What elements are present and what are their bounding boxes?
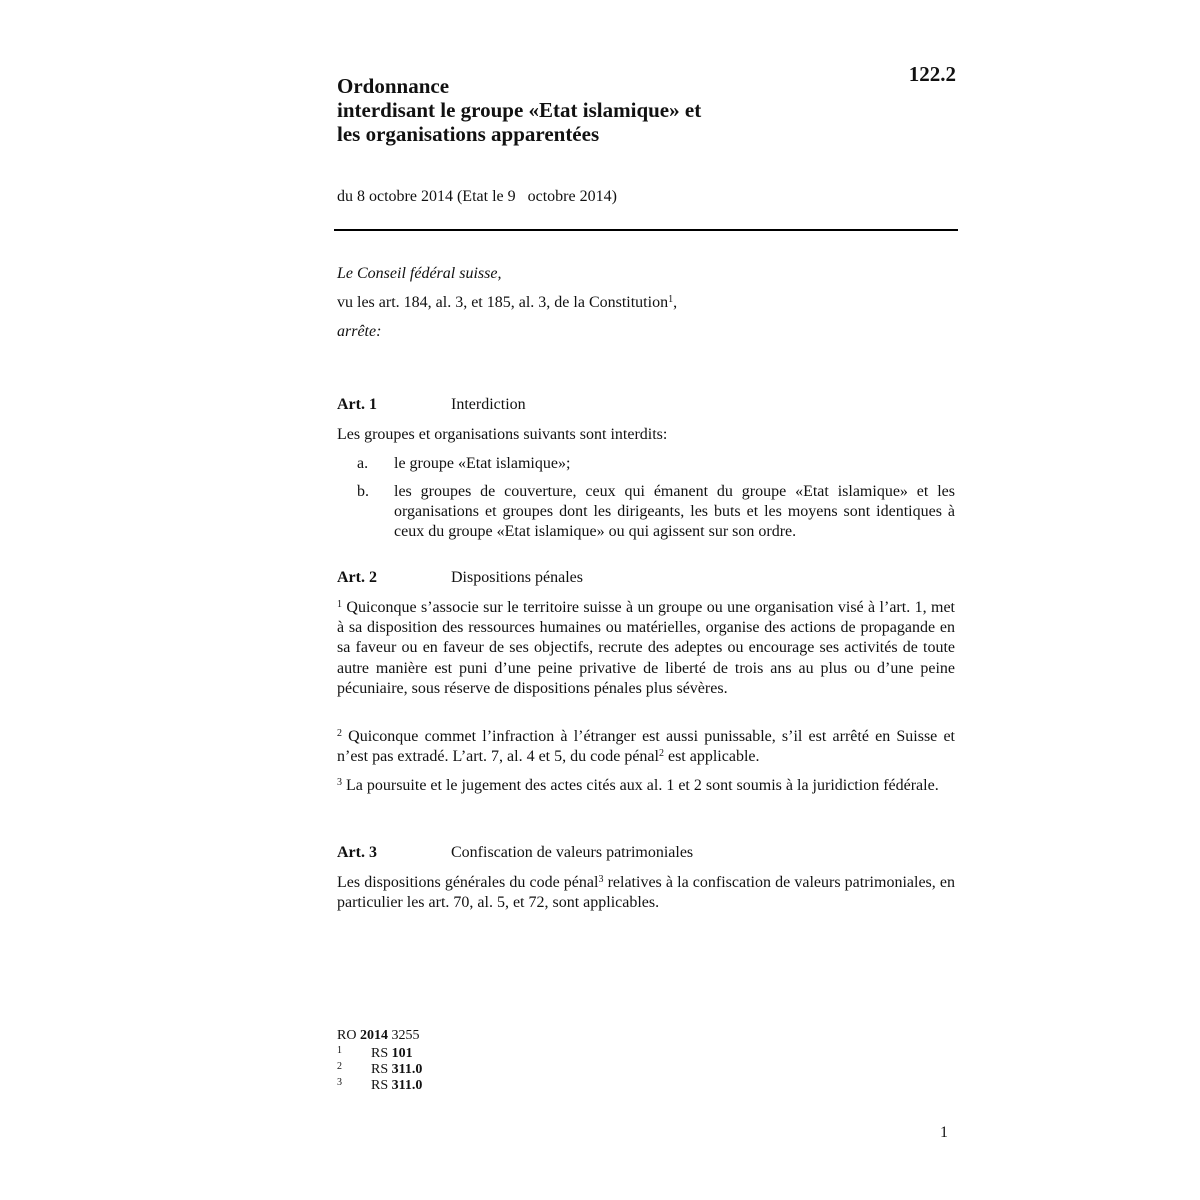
footnote-ref-link[interactable]: 101 <box>391 1046 413 1061</box>
article-2-paragraph-1 <box>337 598 955 699</box>
item-text: les groupes de couverture, ceux qui émanent du groupe «Etat islamique» et les organisations et groupes dont les dirigeants, les buts et les moyens sont identiques à ceux du groupe «Etat islamique» ou qui agissent sur son ordre. <box>394 483 955 540</box>
footnote-text <box>371 1046 413 1062</box>
document-title <box>337 74 857 146</box>
article-1-heading <box>337 396 526 414</box>
preamble-decree: arrête: <box>337 323 382 340</box>
footnote-ref-1[interactable]: 1 <box>668 294 674 305</box>
footnote-ref-link[interactable]: 311.0 <box>391 1078 423 1093</box>
page-number: 1 <box>940 1124 948 1141</box>
footnote-ref-3[interactable]: 3 <box>598 874 604 885</box>
footnote-text <box>371 1078 422 1094</box>
item-letter: a. <box>357 455 369 472</box>
paragraph-text: Quiconque commet l’infraction à l’étranger est aussi punissable, s’il est arrêté en Suisse et n’est pas extradé. L’art. 7, al. 4 et 5, du code pénal <box>337 728 955 766</box>
article-2-paragraph-3 <box>337 776 955 796</box>
article-1-intro: Les groupes et organisations suivants sont interdits: <box>337 426 668 443</box>
footnote-text <box>371 1062 422 1078</box>
item-text: le groupe «Etat islamique»; <box>394 455 571 472</box>
preamble-basis-end: , <box>673 294 678 311</box>
footnote-prefix: RS <box>371 1062 392 1077</box>
ro-prefix: RO <box>337 1028 360 1043</box>
preamble-basis <box>337 288 955 317</box>
preamble <box>337 259 955 346</box>
footnote-prefix: RS <box>371 1046 392 1061</box>
paragraph-number: 1 <box>337 599 342 610</box>
ro-page: 3255 <box>387 1028 420 1043</box>
article-2-number: Art. 2 <box>337 569 377 586</box>
title-line-2: interdisant le groupe «Etat islamique» et <box>337 98 702 122</box>
article-2-title: Dispositions pénales <box>451 569 583 586</box>
footnote-number: 1 <box>337 1045 342 1056</box>
ro-year: 2014 <box>359 1028 388 1043</box>
paragraph-text: La poursuite et le jugement des actes cités aux al. 1 et 2 sont soumis à la juridiction fédérale. <box>342 777 939 794</box>
preamble-authority: Le Conseil fédéral suisse, <box>337 265 502 282</box>
footnote-prefix: RS <box>371 1078 392 1093</box>
preamble-basis-text: vu les art. 184, al. 3, et 185, al. 3, de la Constitution <box>337 294 669 311</box>
article-3-heading <box>337 844 693 862</box>
item-letter: b. <box>357 483 369 500</box>
article-1-item-b <box>337 482 955 542</box>
paragraph-text: Quiconque s’associe sur le territoire suisse à un groupe ou une organisation visé à l’art. 1, met à sa disposition des ressources humaines ou matérielles, organise des actions de propagande en sa faveur ou en faveur de ses objectifs, recrute des adeptes ou encourage ses activités de toute autre manière est puni d’une peine privative de liberté de trois ans au plus ou d’une peine pécuniaire, sous réserve de dispositions pénales plus sévères. <box>337 599 955 697</box>
paragraph-number: 3 <box>337 777 342 788</box>
paragraph-text-end: relatives à la confiscation de valeurs patrimoniales, en particulier les art. 70, al. 5, et 72, sont applicables. <box>337 874 955 912</box>
footnote-number: 2 <box>337 1061 342 1072</box>
article-1-number: Art. 1 <box>337 396 377 413</box>
ro-reference <box>337 1028 419 1044</box>
footnote-ref-2[interactable]: 2 <box>658 748 664 760</box>
footnote-ref-link[interactable]: 311.0 <box>391 1062 423 1077</box>
paragraph-text: Les dispositions générales du code pénal <box>337 874 599 891</box>
date-line: du 8 octobre 2014 (Etat le 9 octobre 2014) <box>337 188 617 205</box>
article-3-number: Art. 3 <box>337 844 377 861</box>
footnote-number: 3 <box>337 1077 342 1088</box>
header-rule <box>334 229 958 231</box>
article-1-title: Interdiction <box>451 396 526 413</box>
article-2-heading <box>337 569 583 587</box>
article-1-item-a <box>337 454 955 474</box>
title-line-3: les organisations apparentées <box>337 122 600 146</box>
article-2-paragraph-2 <box>337 727 955 767</box>
sr-number: 122.2 <box>908 62 956 86</box>
title-line-1: Ordonnance <box>337 74 450 98</box>
article-3-paragraph <box>337 873 955 913</box>
paragraph-text-end: est applicable. <box>663 748 760 766</box>
paragraph-number: 2 <box>337 728 342 739</box>
article-3-title: Confiscation de valeurs patrimoniales <box>451 844 694 861</box>
